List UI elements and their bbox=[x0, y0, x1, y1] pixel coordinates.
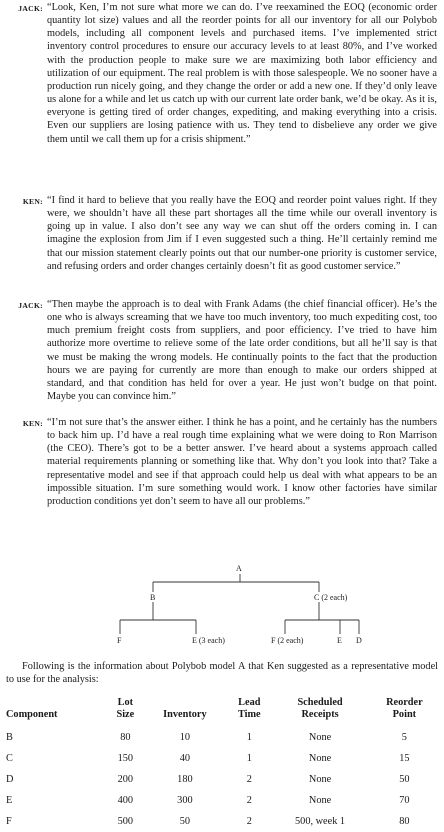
cell: 300 bbox=[177, 795, 193, 807]
cell: None bbox=[308, 753, 332, 765]
cell: 80 bbox=[120, 732, 131, 744]
cell: 1 bbox=[246, 732, 252, 744]
cell: 500 bbox=[117, 816, 134, 828]
cell: None bbox=[308, 795, 332, 807]
table-row bbox=[4, 790, 440, 811]
cell: None bbox=[308, 732, 332, 744]
cell: 50 bbox=[179, 816, 191, 828]
cell: 150 bbox=[117, 753, 134, 765]
cell: 500, week 1 bbox=[295, 816, 346, 828]
dialogue-ken-1 bbox=[0, 194, 444, 273]
cell: 70 bbox=[399, 795, 410, 807]
cell: 15 bbox=[399, 753, 410, 765]
cell: 80 bbox=[399, 816, 410, 828]
header-lead-time: Lead Time bbox=[237, 697, 261, 721]
header-component: Component bbox=[6, 709, 58, 721]
cell: 5 bbox=[401, 732, 407, 744]
cell: 2 bbox=[246, 795, 252, 807]
tree-node-c: C (2 each) bbox=[314, 593, 348, 602]
dialogue-text: “Then maybe the approach is to deal with Frank Adams (the chief financial officer). He’s the one who is always screaming that we have too much inventory, too much expediting cost, too much premium freight costs from suppliers, and poor efficiency. I’ve tried to have him authorize more overtime to relieve some of the late order conditions, but all he’ll say is that we must be making the wrong models. He continually points to the fact that the production hours we are paying for currently are more than enough to make our orders shipped at standard, and that condition has held for over a year. He just won’t budge on that point. Maybe you can convince him.” bbox=[47, 299, 437, 403]
cell: 2 bbox=[246, 816, 252, 828]
product-structure-tree bbox=[0, 562, 444, 662]
dialogue-text: “I’m not sure that’s the answer either. I think he has a point, and he certainly has the numbers to back him up. I’d have a real rough time explaining what we were doing to Ron Marrison (the CEO). There’s got to be a better answer. I’ve heard about a systems approach called material requirements planning or something like that. Why don’t you look into that? Take a representative model and see if that approach could help us deal with what appears to be an impossible situation. I’m sure something would work. I know other factories have similar production conditions yet don’t seem to have all our problems.” bbox=[47, 417, 437, 507]
header-lot-size: Lot Size bbox=[116, 697, 135, 721]
cell: 180 bbox=[177, 774, 193, 786]
dialogue-ken-2 bbox=[0, 416, 444, 508]
cell: 10 bbox=[179, 732, 191, 744]
dialogue-text: “Look, Ken, I’m not sure what more we can do. I’ve reexamined the EOQ (economic order quantity lot size) values and all the reorder points for all our inventory for all our Polybob models, including all component levels and purchased items. I’ve implemented strict inventory control procedures to ensure our accuracy levels to at least 80%, and I’ve worked with the production people to make sure we are maximizing both labor efficiency and utilization of our equipment. The real problem is with those salespeople. We no sooner have a production run nicely going, and they change the order or add a new one. If they’d only leave us alone for a while and let us catch up with our current late order bank, we’d be okay. As it is, everyone is getting tired of order changes, expediting, and making everything into a crisis. Even our suppliers are losing patience with us. They tend to disbelieve any order we give them until we call them up for a crisis shipment.” bbox=[47, 2, 437, 145]
table-row bbox=[4, 769, 440, 790]
cell: F bbox=[6, 816, 12, 828]
tree-node-d: D bbox=[356, 636, 362, 645]
intro-paragraph: Following is the information about Polybob model A that Ken suggested as a representative model to use for the analysis: bbox=[6, 661, 438, 686]
tree-node-f-2: F (2 each) bbox=[271, 636, 304, 645]
cell: B bbox=[6, 732, 13, 744]
header-inventory: Inventory bbox=[163, 709, 207, 721]
cell: 400 bbox=[117, 795, 134, 807]
tree-node-e-3: E (3 each) bbox=[192, 636, 225, 645]
header-reorder-point: Reorder Point bbox=[386, 697, 423, 721]
tree-node-a: A bbox=[236, 564, 242, 573]
tree-node-f: F bbox=[117, 636, 122, 645]
dialogue-text: “I find it hard to believe that you really have the EOQ and reorder point values right. If they were, we shouldn’t have all these part shortages all the time while our overall inventory is going up in value. I also don’t see any way we can shut off the orders coming in. I can imagine the explosion from Jim if I even suggested such a thing. He’ll certainly remind me that our mission statement clearly points out that our number-one priority is customer service, and refusing orders and order changes certainly doesn’t fit as good customer service.” bbox=[47, 195, 437, 272]
cell: E bbox=[6, 795, 13, 807]
cell: 1 bbox=[246, 753, 252, 765]
cell: 200 bbox=[117, 774, 134, 786]
header-scheduled-receipts: Scheduled Receipts bbox=[297, 697, 343, 721]
speaker-label: KEN: bbox=[22, 197, 43, 206]
tree-node-b: B bbox=[150, 593, 156, 602]
speaker-label: KEN: bbox=[22, 419, 43, 428]
table-row bbox=[4, 727, 440, 748]
cell: D bbox=[6, 774, 14, 786]
cell: 50 bbox=[399, 774, 410, 786]
cell: 40 bbox=[179, 753, 191, 765]
table-row bbox=[4, 748, 440, 769]
table-header-row bbox=[4, 697, 440, 727]
speaker-label: JACK: bbox=[18, 301, 43, 310]
speaker-label: JACK: bbox=[18, 4, 43, 13]
tree-node-e: E bbox=[337, 636, 342, 645]
cell: C bbox=[6, 753, 13, 765]
cell: 2 bbox=[246, 774, 252, 786]
dialogue-jack-2 bbox=[0, 298, 444, 403]
component-table bbox=[4, 697, 440, 832]
dialogue-jack-1 bbox=[0, 1, 444, 146]
cell: None bbox=[308, 774, 332, 786]
